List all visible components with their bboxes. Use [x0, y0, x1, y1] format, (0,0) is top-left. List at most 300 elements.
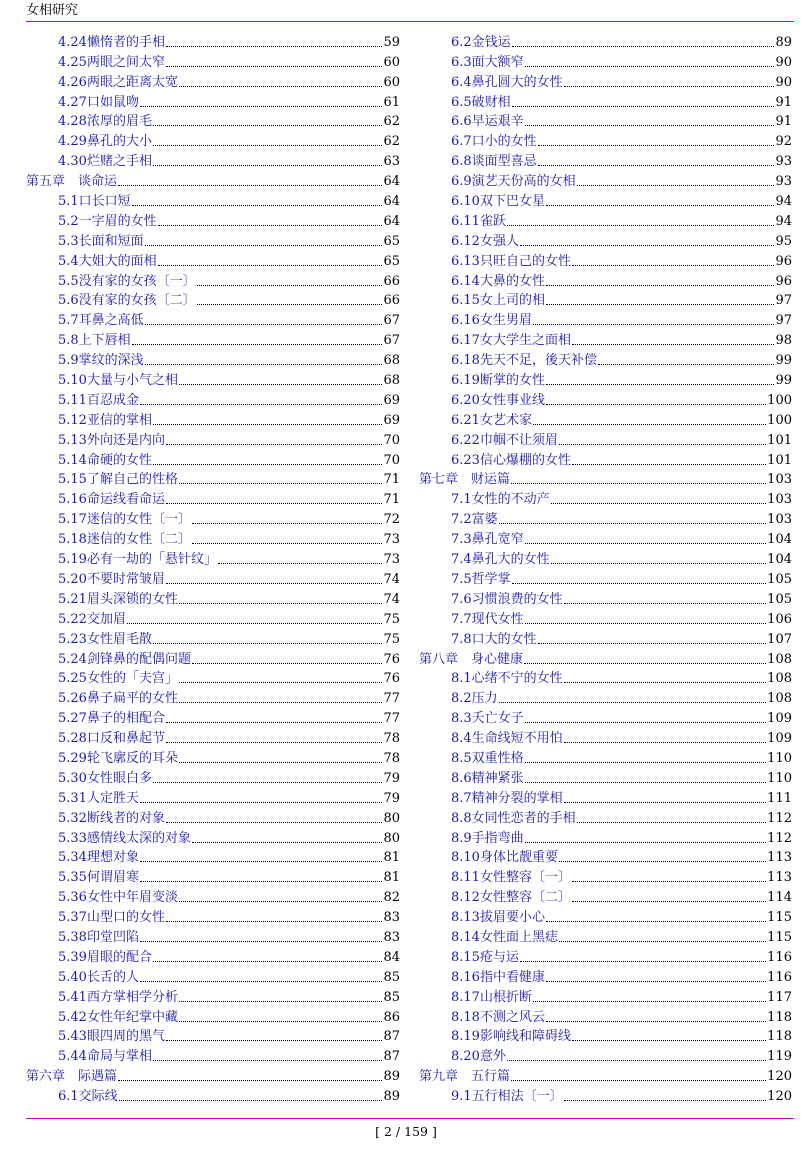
- toc-page-number: 65: [383, 253, 400, 269]
- toc-section-link[interactable]: [419, 707, 792, 727]
- toc-chapter-link[interactable]: [419, 469, 792, 489]
- toc-section-link[interactable]: [26, 986, 400, 1006]
- toc-entry-title: 6.22巾帼不让须眉: [451, 432, 558, 448]
- toc-section-link[interactable]: [26, 210, 400, 230]
- toc-dot-leader: [559, 940, 766, 942]
- toc-entry-title: 第八章 身心健康: [419, 651, 524, 667]
- toc-page-number: 105: [767, 571, 792, 587]
- toc-entry-title: 8.13拔眉要小心: [451, 910, 545, 926]
- toc-dot-leader: [533, 1000, 766, 1002]
- toc-dot-leader: [153, 144, 383, 146]
- toc-entry-title: 4.29鼻孔的大小: [58, 134, 152, 150]
- toc-section-link[interactable]: [419, 449, 792, 469]
- toc-section-link[interactable]: [26, 1026, 400, 1046]
- toc-dot-leader: [140, 403, 383, 405]
- toc-dot-leader: [577, 184, 775, 186]
- toc-section-link[interactable]: [419, 767, 792, 787]
- toc-entry-title: 4.26两眼之距离太宽: [58, 74, 178, 90]
- toc-entry-title: 6.17女大学生之面相: [451, 333, 571, 349]
- toc-dot-leader: [153, 423, 383, 425]
- toc-section-link[interactable]: [419, 210, 792, 230]
- toc-entry-title: 5.21眉头深锁的女性: [58, 591, 178, 607]
- toc-entry-title: 6.5破财相: [451, 94, 511, 110]
- toc-dot-leader: [572, 880, 766, 882]
- toc-section-link[interactable]: [26, 727, 400, 747]
- toc-page-number: 108: [767, 691, 792, 707]
- toc-section-link[interactable]: [26, 648, 400, 668]
- toc-dot-leader: [551, 562, 766, 564]
- toc-dot-leader: [499, 522, 766, 524]
- toc-entry-title: 8.9手指弯曲: [451, 830, 524, 846]
- toc-section-link[interactable]: [26, 668, 400, 688]
- toc-entry-title: 5.10大量与小气之相: [58, 373, 178, 389]
- toc-entry-title: 8.17山根折断: [451, 989, 532, 1005]
- toc-section-link[interactable]: [26, 807, 400, 827]
- toc-section-link[interactable]: [26, 51, 400, 71]
- toc-section-link[interactable]: [26, 588, 400, 608]
- toc-dot-leader: [153, 124, 383, 126]
- toc-page-number: 76: [383, 651, 400, 667]
- toc-section-link[interactable]: [26, 707, 400, 727]
- toc-section-link[interactable]: [419, 329, 792, 349]
- toc-entry-title: 5.34理想对象: [58, 850, 139, 866]
- toc-section-link[interactable]: [419, 847, 792, 867]
- toc-page-number: 59: [383, 34, 400, 50]
- toc-page-number: 62: [383, 134, 400, 150]
- toc-section-link[interactable]: [26, 449, 400, 469]
- toc-page-number: 74: [383, 591, 400, 607]
- toc-dot-leader: [140, 105, 383, 107]
- toc-section-link[interactable]: [26, 309, 400, 329]
- toc-section-link[interactable]: [419, 349, 792, 369]
- toc-section-link[interactable]: [26, 946, 400, 966]
- toc-entry-title: 6.12女强人: [451, 233, 519, 249]
- toc-dot-leader: [197, 303, 383, 305]
- toc-section-link[interactable]: [26, 429, 400, 449]
- toc-page-number: 112: [767, 810, 792, 826]
- toc-page-number: 107: [767, 631, 792, 647]
- toc-section-link[interactable]: [419, 488, 792, 508]
- toc-entry-title: 7.6习惯浪费的女性: [451, 591, 563, 607]
- toc-dot-leader: [158, 224, 383, 226]
- toc-section-link[interactable]: [419, 827, 792, 847]
- toc-entry-title: 7.7现代女性: [451, 611, 524, 627]
- toc-entry-title: 5.8上下唇相: [58, 333, 131, 349]
- toc-page-number: 118: [767, 1009, 792, 1025]
- toc-section-link[interactable]: [419, 727, 792, 747]
- toc-page-number: 106: [767, 611, 792, 627]
- toc-entry-title: 6.3面大额窄: [451, 54, 524, 70]
- toc-dot-leader: [559, 860, 766, 862]
- toc-entry-title: 5.39眉眼的配合: [58, 949, 152, 965]
- toc-page-number: 96: [775, 273, 792, 289]
- toc-section-link[interactable]: [419, 150, 792, 170]
- toc-page-number: 108: [767, 671, 792, 687]
- toc-dot-leader: [192, 662, 383, 664]
- toc-dot-leader: [179, 1000, 383, 1002]
- toc-dot-leader: [166, 821, 383, 823]
- toc-page-number: 79: [383, 790, 400, 806]
- toc-page-number: 111: [767, 790, 792, 806]
- toc-section-link[interactable]: [26, 787, 400, 807]
- toc-section-link[interactable]: [419, 130, 792, 150]
- toc-section-link[interactable]: [419, 668, 792, 688]
- toc-section-link[interactable]: [26, 250, 400, 270]
- toc-section-link[interactable]: [419, 966, 792, 986]
- toc-page-number: 69: [383, 392, 400, 408]
- toc-dot-leader: [525, 124, 775, 126]
- toc-dot-leader: [572, 343, 775, 345]
- toc-section-link[interactable]: [26, 329, 400, 349]
- toc-page-number: 66: [383, 273, 400, 289]
- toc-section-link[interactable]: [419, 1006, 792, 1026]
- header-divider: [26, 21, 794, 22]
- toc-dot-leader: [533, 423, 766, 425]
- toc-dot-leader: [166, 1039, 383, 1041]
- toc-page-number: 74: [383, 571, 400, 587]
- toc-entry-title: 5.31人定胜天: [58, 790, 139, 806]
- toc-dot-leader: [546, 1020, 766, 1022]
- toc-page-number: 91: [775, 114, 792, 130]
- toc-dot-leader: [546, 284, 775, 286]
- toc-dot-leader: [538, 164, 775, 166]
- toc-section-link[interactable]: [26, 190, 400, 210]
- toc-section-link[interactable]: [26, 866, 400, 886]
- toc-section-link[interactable]: [26, 1006, 400, 1026]
- toc-section-link[interactable]: [419, 290, 792, 310]
- toc-section-link[interactable]: [26, 508, 400, 528]
- toc-dot-leader: [564, 681, 766, 683]
- toc-entry-title: 5.28口反和鼻起节: [58, 731, 165, 747]
- toc-page-number: 99: [775, 353, 792, 369]
- toc-section-link[interactable]: [26, 290, 400, 310]
- toc-dot-leader: [179, 900, 383, 902]
- toc-dot-leader: [166, 45, 383, 47]
- toc-section-link[interactable]: [26, 528, 400, 548]
- toc-page-number: 93: [775, 154, 792, 170]
- toc-section-link[interactable]: [26, 687, 400, 707]
- toc-page-number: 83: [383, 910, 400, 926]
- toc-page-number: 110: [767, 750, 792, 766]
- toc-section-link[interactable]: [419, 866, 792, 886]
- toc-section-link[interactable]: [419, 91, 792, 111]
- toc-dot-leader: [145, 363, 383, 365]
- toc-page-number: 108: [767, 651, 792, 667]
- toc-entry-title: 5.7耳鼻之高低: [58, 313, 144, 329]
- toc-dot-leader: [132, 343, 383, 345]
- toc-section-link[interactable]: [419, 986, 792, 1006]
- toc-dot-leader: [166, 65, 383, 67]
- toc-chapter-link[interactable]: [26, 1065, 400, 1085]
- toc-section-link[interactable]: [419, 528, 792, 548]
- toc-dot-leader: [572, 900, 766, 902]
- toc-page-number: 67: [383, 333, 400, 349]
- toc-entry-title: 5.11百忍成金: [58, 392, 139, 408]
- toc-entry-title: 5.33感情线太深的对象: [58, 830, 191, 846]
- toc-dot-leader: [192, 522, 383, 524]
- toc-section-link[interactable]: [419, 51, 792, 71]
- toc-section-link[interactable]: [26, 926, 400, 946]
- toc-section-link[interactable]: [26, 270, 400, 290]
- toc-page-number: 96: [775, 253, 792, 269]
- toc-section-link[interactable]: [419, 568, 792, 588]
- toc-section-link[interactable]: [26, 389, 400, 409]
- toc-page-number: 112: [767, 830, 792, 846]
- toc-dot-leader: [179, 681, 383, 683]
- toc-dot-leader: [564, 801, 766, 803]
- toc-chapter-link[interactable]: [26, 170, 400, 190]
- page-indicator: [ 2 / 159 ]: [375, 1124, 437, 1139]
- toc-entry-title: 5.38印堂凹陷: [58, 929, 139, 945]
- toc-page-number: 115: [767, 929, 792, 945]
- toc-chapter-link[interactable]: [419, 1065, 792, 1085]
- toc-page-number: 115: [767, 910, 792, 926]
- toc-section-link[interactable]: [26, 469, 400, 489]
- toc-dot-leader: [598, 363, 775, 365]
- toc-section-link[interactable]: [26, 488, 400, 508]
- toc-section-link[interactable]: [26, 747, 400, 767]
- toc-entry-title: 第九章 五行篇: [419, 1069, 511, 1085]
- toc-section-link[interactable]: [419, 508, 792, 528]
- toc-section-link[interactable]: [26, 130, 400, 150]
- toc-entry-title: 5.27鼻子的相配合: [58, 711, 165, 727]
- toc-page-number: 103: [767, 472, 792, 488]
- toc-dot-leader: [512, 105, 775, 107]
- toc-dot-leader: [132, 204, 383, 206]
- toc-entry-title: 6.20女性事业线: [451, 392, 545, 408]
- toc-section-link[interactable]: [26, 906, 400, 926]
- toc-page-number: 71: [383, 492, 400, 508]
- toc-page-number: 95: [775, 233, 792, 249]
- toc-dot-leader: [507, 1059, 766, 1061]
- toc-page-number: 83: [383, 929, 400, 945]
- toc-page-number: 80: [383, 830, 400, 846]
- toc-section-link[interactable]: [419, 111, 792, 131]
- toc-dot-leader: [533, 323, 775, 325]
- toc-page-number: 76: [383, 671, 400, 687]
- toc-page-number: 100: [767, 412, 792, 428]
- toc-dot-leader: [525, 841, 766, 843]
- toc-chapter-link[interactable]: [419, 648, 792, 668]
- toc-page-number: 68: [383, 353, 400, 369]
- toc-section-link[interactable]: [26, 1085, 400, 1105]
- toc-section-link[interactable]: [419, 409, 792, 429]
- toc-section-link[interactable]: [419, 687, 792, 707]
- toc-entry-title: 6.8谈面型喜忌: [451, 154, 537, 170]
- toc-column-right: [419, 31, 792, 1105]
- toc-entry-title: 5.37山型口的女性: [58, 910, 165, 926]
- toc-entry-title: 5.20不要时常皱眉: [58, 571, 165, 587]
- toc-entry-title: 8.4生命线短不用怕: [451, 731, 563, 747]
- toc-page-number: 81: [383, 850, 400, 866]
- toc-section-link[interactable]: [419, 31, 792, 51]
- toc-section-link[interactable]: [419, 250, 792, 270]
- toc-page-number: 75: [383, 631, 400, 647]
- toc-page-number: 61: [383, 94, 400, 110]
- toc-section-link[interactable]: [419, 389, 792, 409]
- toc-page-number: 84: [383, 949, 400, 965]
- toc-page-number: 89: [383, 1069, 400, 1085]
- toc-dot-leader: [140, 980, 383, 982]
- toc-page-number: 87: [383, 1049, 400, 1065]
- toc-section-link[interactable]: [419, 886, 792, 906]
- toc-page-number: 89: [775, 34, 792, 50]
- toc-section-link[interactable]: [419, 787, 792, 807]
- toc-dot-leader: [525, 721, 766, 723]
- toc-entry-title: 5.41西方掌相学分析: [58, 989, 178, 1005]
- toc-entry-title: 5.24剑锋鼻的配偶问题: [58, 651, 191, 667]
- toc-section-link[interactable]: [419, 1026, 792, 1046]
- toc-entry-title: 8.7精神分裂的掌相: [451, 790, 563, 806]
- toc-entry-title: 6.7口小的女性: [451, 134, 537, 150]
- toc-dot-leader: [520, 244, 775, 246]
- toc-section-link[interactable]: [26, 369, 400, 389]
- toc-entry-title: 5.44命局与掌相: [58, 1049, 152, 1065]
- toc-dot-leader: [499, 701, 766, 703]
- toc-dot-leader: [538, 642, 766, 644]
- toc-page-number: 89: [383, 1089, 400, 1105]
- toc-page-number: 114: [767, 890, 792, 906]
- toc-entry-title: 6.16女生男眉: [451, 313, 532, 329]
- toc-section-link[interactable]: [26, 71, 400, 91]
- toc-entry-title: 5.9掌纹的深浅: [58, 353, 144, 369]
- toc-entry-title: 7.3鼻孔宽窄: [451, 532, 524, 548]
- toc-entry-title: 5.14命硬的女性: [58, 452, 152, 468]
- toc-entry-title: 5.26鼻子扁平的女性: [58, 691, 178, 707]
- toc-page-number: 65: [383, 233, 400, 249]
- toc-section-link[interactable]: [419, 71, 792, 91]
- toc-section-link[interactable]: [419, 906, 792, 926]
- toc-dot-leader: [153, 781, 383, 783]
- toc-section-link[interactable]: [419, 608, 792, 628]
- toc-section-link[interactable]: [26, 548, 400, 568]
- toc-section-link[interactable]: [419, 1085, 792, 1105]
- toc-dot-leader: [166, 582, 383, 584]
- toc-entry-title: 7.5哲学掌: [451, 571, 511, 587]
- toc-dot-leader: [511, 482, 766, 484]
- toc-section-link[interactable]: [26, 886, 400, 906]
- toc-section-link[interactable]: [419, 190, 792, 210]
- toc-section-link[interactable]: [26, 31, 400, 51]
- toc-entry-title: 5.5没有家的女孩〔一〕: [58, 273, 196, 289]
- toc-dot-leader: [166, 443, 383, 445]
- toc-section-link[interactable]: [26, 628, 400, 648]
- toc-entry-title: 8.6精神紧张: [451, 770, 524, 786]
- toc-dot-leader: [564, 85, 775, 87]
- toc-page-number: 60: [383, 74, 400, 90]
- toc-entry-title: 5.30女性眼白多: [58, 770, 152, 786]
- toc-page-number: 116: [767, 949, 792, 965]
- toc-section-link[interactable]: [419, 548, 792, 568]
- toc-section-link[interactable]: [419, 807, 792, 827]
- toc-section-link[interactable]: [419, 369, 792, 389]
- toc-section-link[interactable]: [26, 409, 400, 429]
- toc-page-number: 118: [767, 1029, 792, 1045]
- toc-section-link[interactable]: [26, 230, 400, 250]
- toc-section-link[interactable]: [26, 1045, 400, 1065]
- toc-section-link[interactable]: [419, 230, 792, 250]
- toc-section-link[interactable]: [419, 946, 792, 966]
- toc-section-link[interactable]: [419, 1045, 792, 1065]
- toc-section-link[interactable]: [26, 847, 400, 867]
- toc-page-number: 87: [383, 1029, 400, 1045]
- toc-page-number: 81: [383, 870, 400, 886]
- toc-dot-leader: [511, 1079, 766, 1081]
- toc-entry-title: 6.13只旺自己的女性: [451, 253, 571, 269]
- toc-entry-title: 6.15女上司的相: [451, 293, 545, 309]
- toc-page-number: 91: [775, 94, 792, 110]
- toc-page-number: 60: [383, 54, 400, 70]
- toc-page-number: 99: [775, 373, 792, 389]
- toc-dot-leader: [140, 880, 383, 882]
- toc-dot-leader: [572, 463, 766, 465]
- toc-entry-title: 5.42女性年纪掌中藏: [58, 1009, 178, 1025]
- toc-section-link[interactable]: [419, 628, 792, 648]
- toc-dot-leader: [507, 224, 775, 226]
- toc-section-link[interactable]: [419, 429, 792, 449]
- toc-page-number: 116: [767, 969, 792, 985]
- toc-entry-title: 6.10双下巴女星: [451, 194, 545, 210]
- toc-dot-leader: [118, 1079, 382, 1081]
- toc-page-number: 70: [383, 432, 400, 448]
- toc-entry-title: 第五章 谈命运: [26, 174, 118, 190]
- toc-entry-title: 7.1女性的不动产: [451, 492, 550, 508]
- toc-entry-title: 8.16指中看健康: [451, 969, 545, 985]
- toc-dot-leader: [546, 980, 766, 982]
- toc-section-link[interactable]: [26, 608, 400, 628]
- toc-dot-leader: [119, 1099, 383, 1101]
- toc-section-link[interactable]: [26, 827, 400, 847]
- toc-page-number: 73: [383, 552, 400, 568]
- toc-dot-leader: [577, 821, 766, 823]
- toc-dot-leader: [179, 85, 383, 87]
- toc-section-link[interactable]: [419, 309, 792, 329]
- toc-dot-leader: [538, 144, 775, 146]
- toc-page-number: 104: [767, 532, 792, 548]
- toc-dot-leader: [218, 562, 383, 564]
- toc-entry-title: 6.11雀跃: [451, 213, 506, 229]
- toc-dot-leader: [153, 164, 383, 166]
- toc-section-link[interactable]: [419, 270, 792, 290]
- toc-dot-leader: [525, 781, 766, 783]
- document-title: 女相研究: [26, 3, 79, 18]
- toc-entry-title: 8.2压力: [451, 691, 498, 707]
- toc-entry-title: 8.14女性面上黑痣: [451, 929, 558, 945]
- toc-dot-leader: [118, 184, 382, 186]
- toc-section-link[interactable]: [26, 111, 400, 131]
- toc-page-number: 69: [383, 412, 400, 428]
- toc-section-link[interactable]: [419, 588, 792, 608]
- toc-section-link[interactable]: [419, 926, 792, 946]
- toc-section-link[interactable]: [26, 966, 400, 986]
- toc-entry-title: 8.5双重性格: [451, 750, 524, 766]
- toc-page-number: 78: [383, 750, 400, 766]
- toc-section-link[interactable]: [26, 568, 400, 588]
- toc-section-link[interactable]: [26, 349, 400, 369]
- toc-entry-title: 7.4鼻孔大的女性: [451, 552, 550, 568]
- toc-entry-title: 6.1交际线: [58, 1089, 118, 1105]
- toc-section-link[interactable]: [419, 747, 792, 767]
- toc-dot-leader: [197, 284, 383, 286]
- toc-entry-title: 8.12女性整容〔二〕: [451, 890, 571, 906]
- toc-entry-title: 5.18迷信的女性〔二〕: [58, 532, 191, 548]
- toc-page-number: 71: [383, 472, 400, 488]
- toc-section-link[interactable]: [26, 150, 400, 170]
- toc-section-link[interactable]: [419, 170, 792, 190]
- toc-section-link[interactable]: [26, 767, 400, 787]
- toc-section-link[interactable]: [26, 91, 400, 111]
- toc-entry-title: 6.18先天不足，後天补偿: [451, 353, 597, 369]
